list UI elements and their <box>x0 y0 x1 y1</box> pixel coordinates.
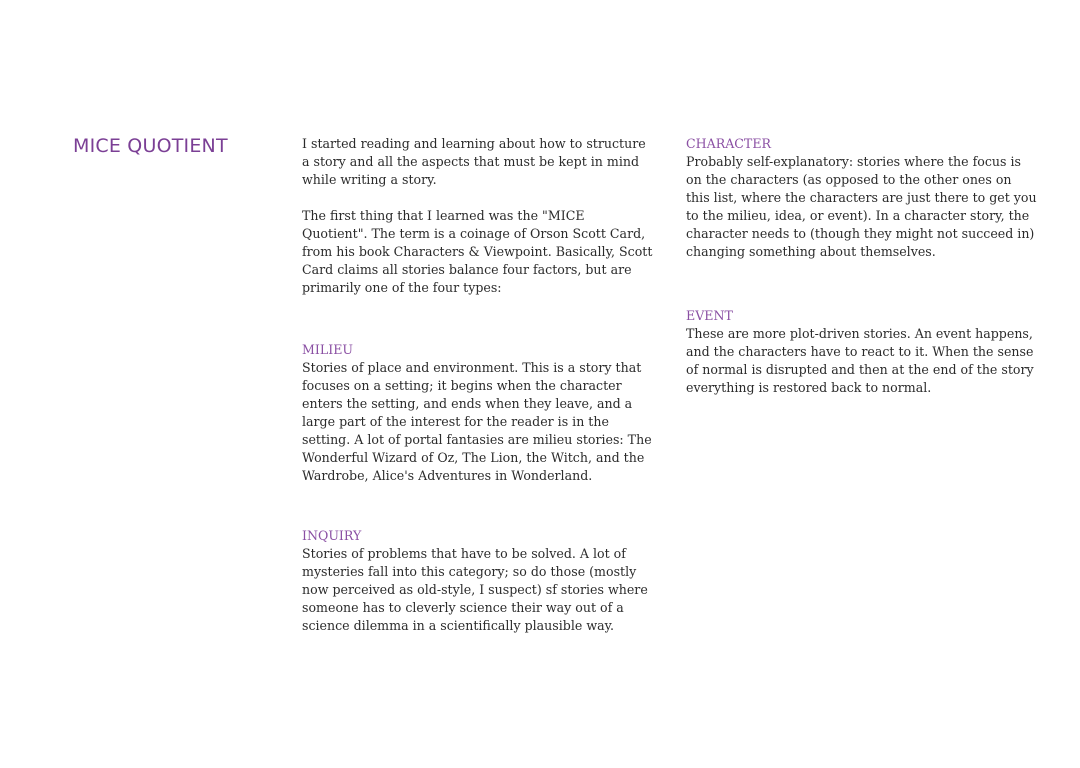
section-body-milieu: Stories of place and environment. This is a story that focuses on a setting; it begins when the character enters the setting, and ends when they leave, and a large part of the interest for the reader is in the setting. A lot of portal fantasies are milieu stories: The Wonderful Wizard of Oz, The Lion, the Witch, and the Wardrobe, Alice's Adventures in Wonderland. <box>302 360 652 483</box>
right-column <box>686 135 1038 397</box>
section-milieu <box>302 341 654 485</box>
section-heading-character: CHARACTER <box>686 136 772 151</box>
section-body-inquiry: Stories of problems that have to be solved. A lot of mysteries fall into this category; so do those (mostly now perceived as old-style, I suspect) sf stories where someone has to cleverly science their way out of a science dilemma in a scientifically plausible way. <box>302 546 648 633</box>
section-heading-milieu: MILIEU <box>302 342 354 357</box>
section-heading-event: EVENT <box>686 308 733 323</box>
left-column <box>302 135 654 635</box>
section-inquiry <box>302 527 654 635</box>
section-body-character: Probably self-explanatory: stories where the focus is on the characters (as opposed to the other ones on this list, where the characters are just there to get you to the milieu, idea, or event). In a character story, the character needs to (though they might not succeed in) changing something about themselves. <box>686 154 1037 259</box>
section-heading-inquiry: INQUIRY <box>302 528 362 543</box>
section-body-event: These are more plot-driven stories. An event happens, and the characters have to react to it. When the sense of normal is disrupted and then at the end of the story everything is restored back to normal. <box>686 326 1034 395</box>
intro-paragraph-1: I started reading and learning about how to structure a story and all the aspects that must be kept in mind while writing a story. <box>302 136 646 187</box>
page-title: MICE QUOTIENT <box>73 135 228 157</box>
section-character <box>686 135 1038 261</box>
section-event <box>686 307 1038 397</box>
intro-paragraph-2: The first thing that I learned was the "MICE Quotient". The term is a coinage of Orson Scott Card, from his book Characters & Viewpoint. Basically, Scott Card claims all stories balance four factors, but are primarily one of the four types: <box>302 208 653 295</box>
